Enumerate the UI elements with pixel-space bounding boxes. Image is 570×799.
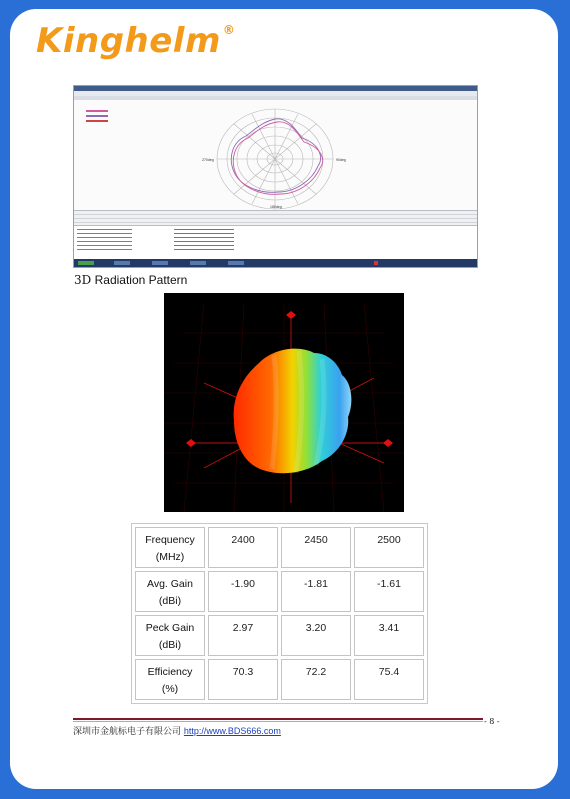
avg-gain-label: Avg. Gain (dBi) [135,571,205,612]
table-cell: 2450 [281,527,351,568]
axis-label-bottom: 180deg [270,205,282,209]
axis-label-left: 270deg [202,158,214,162]
screenshot-console [74,225,477,259]
table-cell: 3.20 [281,615,351,656]
table-cell: 70.3 [208,659,278,700]
footer-rule [73,718,483,720]
table-row [135,615,424,656]
peak-gain-label: Peck Gain (dBi) [135,615,205,656]
company-website-link[interactable]: http://www.BDS666.com [183,726,281,736]
table-cell: 2500 [354,527,424,568]
section-title: Radiation Pattern [94,273,188,287]
table-cell: 2.97 [208,615,278,656]
page-number: - 8 - [484,717,500,726]
radiation-3d-render [164,293,404,512]
section-number: 3D [74,273,92,287]
radiation-lobe [234,349,352,474]
antenna-spec-table [132,524,427,703]
axis-label-right: 90deg [336,158,346,162]
footer-rule-thin [73,721,483,722]
table-cell: 3.41 [354,615,424,656]
footer-text [73,724,281,737]
section-heading [74,273,187,287]
table-cell: -1.61 [354,571,424,612]
table-cell: 72.2 [281,659,351,700]
pattern-curve-a [231,119,320,193]
screenshot-taskbar [74,259,477,267]
efficiency-label: Efficiency (%) [135,659,205,700]
frequency-label: Frequency (MHz) [135,527,205,568]
table-row [135,527,424,568]
document-page [10,9,558,789]
table-cell: -1.81 [281,571,351,612]
table-row [135,659,424,700]
polar-plot-screenshot [73,85,478,268]
polar-chart [74,100,477,210]
radiation-pattern-3d-image [164,293,404,512]
registered-mark: ® [222,23,236,37]
table-row [135,571,424,612]
company-name: 深圳市金航标电子有限公司 [73,727,182,737]
kinghelm-logo: Kinghelm ® [36,21,236,61]
table-cell: 75.4 [354,659,424,700]
table-cell: -1.90 [208,571,278,612]
screenshot-plot-area [74,100,477,210]
table-cell: 2400 [208,527,278,568]
screenshot-data-table [74,210,477,225]
